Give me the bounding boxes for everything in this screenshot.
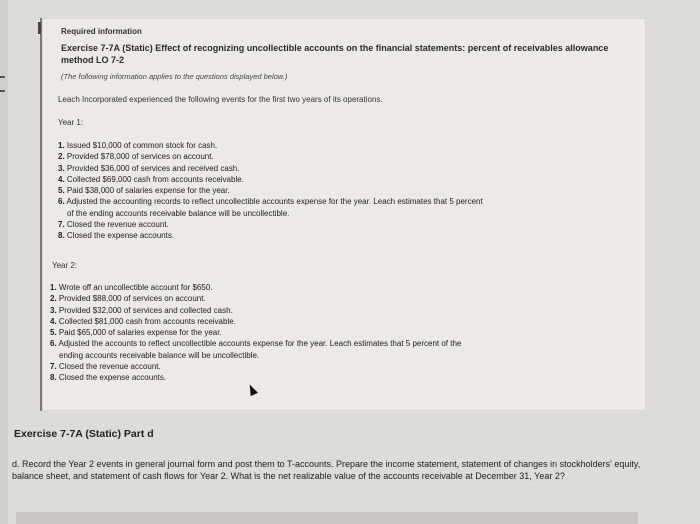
event-text: Closed the expense accounts.: [66, 231, 175, 241]
year2-label: Year 2:: [52, 261, 78, 270]
event-number: 6.: [50, 339, 57, 349]
event-text: Collected $81,000 cash from accounts receivable.: [58, 316, 236, 326]
event-item: [50, 361, 635, 372]
required-information-panel: [40, 18, 646, 411]
event-text: Closed the revenue account.: [66, 220, 169, 230]
event-text: Closed the revenue account.: [58, 362, 161, 372]
event-item: [58, 230, 638, 241]
instruction-note: (The following information applies to the questions displayed below.): [61, 72, 288, 81]
event-number: 8.: [58, 231, 65, 241]
panel-marker: [38, 22, 41, 34]
event-item: [50, 316, 635, 327]
event-item: [50, 338, 635, 361]
event-number: 3.: [50, 305, 57, 315]
required-information-label: Required information: [61, 27, 142, 36]
event-number: 2.: [50, 294, 57, 304]
intro-text: Leach Incorporated experienced the following events for the first two years of its operations.: [58, 95, 383, 104]
event-text: Issued $10,000 of common stock for cash.: [66, 141, 218, 150]
event-item: [58, 163, 638, 174]
event-text: Wrote off an uncollectible account for $650.: [58, 283, 213, 292]
year1-label: Year 1:: [58, 118, 84, 127]
event-item: [58, 140, 638, 151]
event-number: 1.: [50, 283, 57, 292]
event-text: Provided $36,000 of services and received cash.: [66, 163, 240, 173]
event-number: 6.: [58, 197, 65, 207]
exercise-title: Exercise 7-7A (Static) Effect of recognizing uncollectible accounts on the financial statements: percent of receivables allowance method LO 7-2: [61, 43, 609, 65]
answer-area-strip[interactable]: [16, 512, 638, 524]
event-number: 4.: [58, 174, 65, 184]
event-item: [58, 196, 638, 219]
edge-tick: [0, 90, 5, 92]
event-text: Provided $88,000 of services on account.: [58, 294, 206, 304]
event-text: Adjusted the accounts to reflect uncollectible accounts expense for the year. Leach estimates that 5 percent of the: [58, 339, 462, 349]
event-text: Adjusted the accounting records to reflect uncollectible accounts expense for the year. Leach estimates that 5 percent: [66, 197, 483, 207]
event-item: [58, 174, 638, 185]
edge-tick: [0, 76, 5, 78]
part-d-question: d. Record the Year 2 events in general journal form and post them to T-accounts. Prepare the income statement, statement of changes in stockholders' equity, balance sheet, and statement of cash flows for Year 2. What is the net realizable value of the accounts receivable at December 31, Year 2?: [12, 459, 641, 481]
event-item: [50, 327, 635, 338]
event-text-continuation: of the ending accounts receivable balance will be uncollectible.: [67, 208, 290, 218]
event-item: [58, 185, 638, 196]
event-text-continuation: ending accounts receivable balance will be uncollectible.: [59, 350, 260, 360]
year2-event-list: [50, 282, 635, 384]
event-item: [50, 282, 635, 293]
event-item: [58, 219, 638, 230]
event-item: [50, 305, 635, 316]
event-number: 8.: [50, 373, 57, 383]
event-number: 7.: [58, 220, 65, 230]
event-number: 1.: [58, 141, 65, 150]
event-item: [50, 372, 635, 383]
event-number: 3.: [58, 163, 65, 173]
event-text: Paid $65,000 of salaries expense for the year.: [58, 328, 222, 338]
event-number: 5.: [58, 186, 65, 196]
part-title: Exercise 7-7A (Static) Part d: [14, 428, 154, 440]
event-number: 5.: [50, 328, 57, 338]
event-item: [58, 151, 638, 162]
event-item: [50, 293, 635, 304]
event-text: Paid $38,000 of salaries expense for the year.: [66, 186, 230, 196]
event-text: Collected $69,000 cash from accounts receivable.: [66, 174, 244, 184]
year1-event-list: [58, 140, 638, 242]
event-number: 7.: [50, 362, 57, 372]
event-text: Closed the expense accounts.: [58, 373, 167, 383]
left-edge-strip: [0, 0, 8, 524]
event-text: Provided $78,000 of services on account.: [66, 152, 214, 162]
event-number: 2.: [58, 152, 65, 162]
event-number: 4.: [50, 316, 57, 326]
event-text: Provided $32,000 of services and collected cash.: [58, 305, 233, 315]
